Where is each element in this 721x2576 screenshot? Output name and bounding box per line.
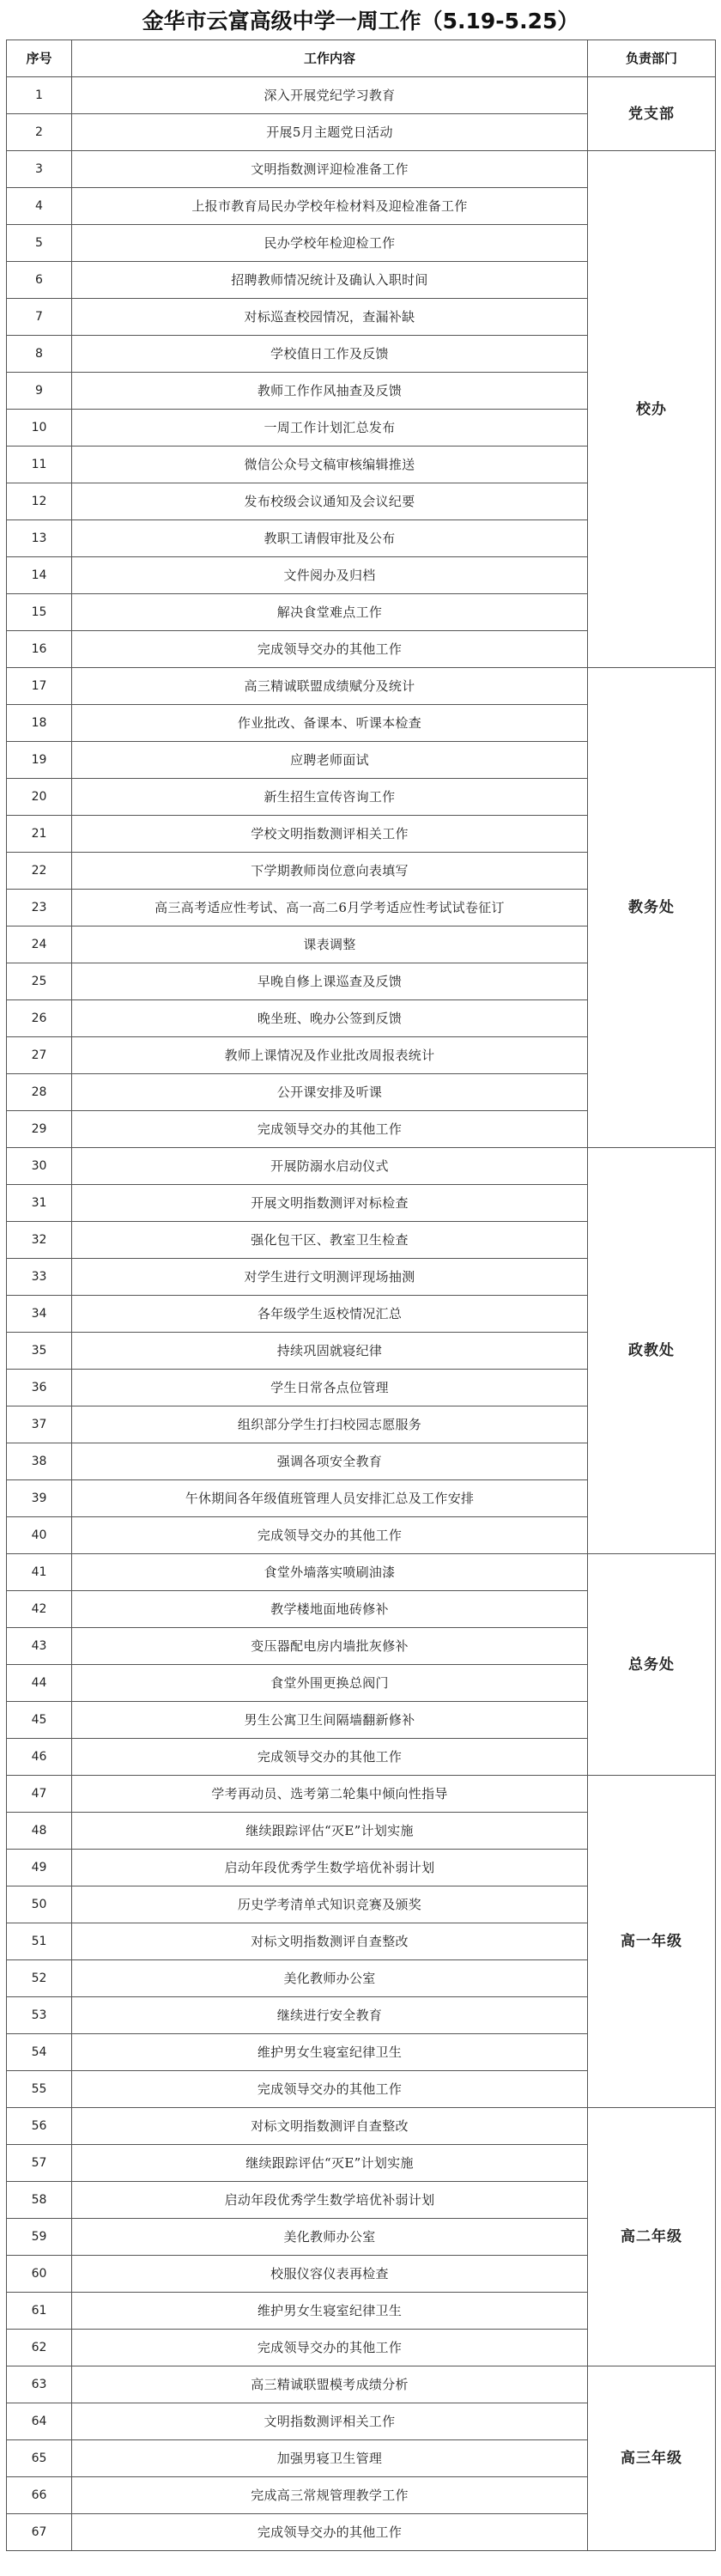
- task-cell: 美化教师办公室: [72, 2219, 588, 2256]
- row-number: 24: [7, 927, 72, 963]
- task-cell: 维护男女生寝室纪律卫生: [72, 2034, 588, 2071]
- row-number: 20: [7, 779, 72, 816]
- task-cell: 美化教师办公室: [72, 1960, 588, 1997]
- row-number: 26: [7, 1000, 72, 1037]
- task-cell: 组织部分学生打扫校园志愿服务: [72, 1406, 588, 1443]
- row-number: 14: [7, 557, 72, 594]
- task-cell: 高三高考适应性考试、高一高二6月学考适应性考试试卷征订: [72, 890, 588, 927]
- department-cell: 高二年级: [588, 2108, 716, 2366]
- table-row: [7, 2108, 716, 2145]
- task-cell: 文明指数测评相关工作: [72, 2403, 588, 2440]
- task-cell: 晚坐班、晚办公签到反馈: [72, 1000, 588, 1037]
- row-number: 18: [7, 705, 72, 742]
- task-cell: 变压器配电房内墙批灰修补: [72, 1628, 588, 1665]
- task-cell: 完成领导交办的其他工作: [72, 1739, 588, 1776]
- row-number: 9: [7, 373, 72, 410]
- row-number: 35: [7, 1333, 72, 1370]
- row-number: 10: [7, 410, 72, 447]
- task-cell: 高三精诚联盟模考成绩分析: [72, 2366, 588, 2403]
- row-number: 39: [7, 1480, 72, 1517]
- row-number: 59: [7, 2219, 72, 2256]
- row-number: 42: [7, 1591, 72, 1628]
- task-cell: 一周工作计划汇总发布: [72, 410, 588, 447]
- row-number: 48: [7, 1813, 72, 1850]
- task-cell: 继续跟踪评估“灭E”计划实施: [72, 2145, 588, 2182]
- task-cell: 开展文明指数测评对标检查: [72, 1185, 588, 1222]
- task-cell: 加强男寝卫生管理: [72, 2440, 588, 2477]
- row-number: 58: [7, 2182, 72, 2219]
- row-number: 65: [7, 2440, 72, 2477]
- task-cell: 应聘老师面试: [72, 742, 588, 779]
- task-cell: 课表调整: [72, 927, 588, 963]
- row-number: 23: [7, 890, 72, 927]
- task-cell: 学生日常各点位管理: [72, 1370, 588, 1406]
- row-number: 57: [7, 2145, 72, 2182]
- task-cell: 完成领导交办的其他工作: [72, 2071, 588, 2108]
- task-cell: 新生招生宣传咨询工作: [72, 779, 588, 816]
- page-title: 金华市云富高级中学一周工作（5.19-5.25）: [142, 9, 579, 33]
- row-number: 33: [7, 1259, 72, 1296]
- task-cell: 学校值日工作及反馈: [72, 336, 588, 373]
- row-number: 67: [7, 2514, 72, 2551]
- department-cell: 高一年级: [588, 1776, 716, 2108]
- department-cell: 教务处: [588, 668, 716, 1148]
- task-cell: 招聘教师情况统计及确认入职时间: [72, 262, 588, 299]
- task-cell: 教学楼地面地砖修补: [72, 1591, 588, 1628]
- row-number: 49: [7, 1850, 72, 1886]
- row-number: 30: [7, 1148, 72, 1185]
- row-number: 55: [7, 2071, 72, 2108]
- row-number: 38: [7, 1443, 72, 1480]
- task-cell: 完成领导交办的其他工作: [72, 1111, 588, 1148]
- schedule-table: [6, 39, 716, 2551]
- task-cell: 文件阅办及归档: [72, 557, 588, 594]
- row-number: 19: [7, 742, 72, 779]
- task-cell: 男生公寓卫生间隔墙翻新修补: [72, 1702, 588, 1739]
- task-cell: 启动年段优秀学生数学培优补弱计划: [72, 2182, 588, 2219]
- department-cell: 校办: [588, 151, 716, 668]
- task-cell: 公开课安排及听课: [72, 1074, 588, 1111]
- row-number: 2: [7, 114, 72, 151]
- task-cell: 开展5月主题党日活动: [72, 114, 588, 151]
- row-number: 36: [7, 1370, 72, 1406]
- task-cell: 学校文明指数测评相关工作: [72, 816, 588, 853]
- table-row: [7, 1148, 716, 1185]
- table-row: [7, 77, 716, 114]
- task-cell: 微信公众号文稿审核编辑推送: [72, 447, 588, 483]
- task-cell: 早晚自修上课巡查及反馈: [72, 963, 588, 1000]
- task-cell: 完成领导交办的其他工作: [72, 2330, 588, 2366]
- row-number: 51: [7, 1923, 72, 1960]
- department-cell: 高三年级: [588, 2366, 716, 2551]
- task-cell: 发布校级会议通知及会议纪要: [72, 483, 588, 520]
- row-number: 34: [7, 1296, 72, 1333]
- row-number: 17: [7, 668, 72, 705]
- table-row: [7, 2366, 716, 2403]
- task-cell: 作业批改、备课本、听课本检查: [72, 705, 588, 742]
- task-cell: 解决食堂难点工作: [72, 594, 588, 631]
- row-number: 62: [7, 2330, 72, 2366]
- table-row: [7, 1554, 716, 1591]
- row-number: 45: [7, 1702, 72, 1739]
- task-cell: 历史学考清单式知识竞赛及颁奖: [72, 1886, 588, 1923]
- task-cell: 对标巡查校园情况，查漏补缺: [72, 299, 588, 336]
- task-cell: 教职工请假审批及公布: [72, 520, 588, 557]
- department-cell: 政教处: [588, 1148, 716, 1554]
- row-number: 31: [7, 1185, 72, 1222]
- row-number: 27: [7, 1037, 72, 1074]
- header-dept: 负责部门: [588, 40, 716, 77]
- row-number: 46: [7, 1739, 72, 1776]
- row-number: 13: [7, 520, 72, 557]
- task-cell: 对标文明指数测评自查整改: [72, 1923, 588, 1960]
- task-cell: 强调各项安全教育: [72, 1443, 588, 1480]
- task-cell: 继续跟踪评估“灭E”计划实施: [72, 1813, 588, 1850]
- task-cell: 开展防溺水启动仪式: [72, 1148, 588, 1185]
- task-cell: 午休期间各年级值班管理人员安排汇总及工作安排: [72, 1480, 588, 1517]
- row-number: 52: [7, 1960, 72, 1997]
- task-cell: 维护男女生寝室纪律卫生: [72, 2293, 588, 2330]
- row-number: 44: [7, 1665, 72, 1702]
- row-number: 41: [7, 1554, 72, 1591]
- row-number: 56: [7, 2108, 72, 2145]
- task-cell: 高三精诚联盟成绩赋分及统计: [72, 668, 588, 705]
- table-row: [7, 668, 716, 705]
- task-cell: 文明指数测评迎检准备工作: [72, 151, 588, 188]
- row-number: 54: [7, 2034, 72, 2071]
- row-number: 40: [7, 1517, 72, 1554]
- row-number: 21: [7, 816, 72, 853]
- task-cell: 对学生进行文明测评现场抽测: [72, 1259, 588, 1296]
- row-number: 61: [7, 2293, 72, 2330]
- task-cell: 各年级学生返校情况汇总: [72, 1296, 588, 1333]
- row-number: 3: [7, 151, 72, 188]
- task-cell: 下学期教师岗位意向表填写: [72, 853, 588, 890]
- row-number: 15: [7, 594, 72, 631]
- row-number: 7: [7, 299, 72, 336]
- header-row: [7, 40, 716, 77]
- task-cell: 持续巩固就寝纪律: [72, 1333, 588, 1370]
- task-cell: 学考再动员、选考第二轮集中倾向性指导: [72, 1776, 588, 1813]
- table-body: [7, 77, 716, 2551]
- row-number: 29: [7, 1111, 72, 1148]
- row-number: 32: [7, 1222, 72, 1259]
- task-cell: 完成领导交办的其他工作: [72, 631, 588, 668]
- row-number: 60: [7, 2256, 72, 2293]
- row-number: 4: [7, 188, 72, 225]
- department-cell: 总务处: [588, 1554, 716, 1776]
- row-number: 63: [7, 2366, 72, 2403]
- table-row: [7, 1776, 716, 1813]
- task-cell: 完成领导交办的其他工作: [72, 1517, 588, 1554]
- row-number: 50: [7, 1886, 72, 1923]
- task-cell: 对标文明指数测评自查整改: [72, 2108, 588, 2145]
- row-number: 8: [7, 336, 72, 373]
- row-number: 64: [7, 2403, 72, 2440]
- row-number: 11: [7, 447, 72, 483]
- row-number: 53: [7, 1997, 72, 2034]
- row-number: 47: [7, 1776, 72, 1813]
- task-cell: 继续进行安全教育: [72, 1997, 588, 2034]
- row-number: 16: [7, 631, 72, 668]
- row-number: 43: [7, 1628, 72, 1665]
- row-number: 6: [7, 262, 72, 299]
- row-number: 5: [7, 225, 72, 262]
- task-cell: 强化包干区、教室卫生检查: [72, 1222, 588, 1259]
- task-cell: 食堂外墙落实喷刷油漆: [72, 1554, 588, 1591]
- task-cell: 教师上课情况及作业批改周报表统计: [72, 1037, 588, 1074]
- row-number: 22: [7, 853, 72, 890]
- department-cell: 党支部: [588, 77, 716, 151]
- row-number: 66: [7, 2477, 72, 2514]
- table-row: [7, 151, 716, 188]
- row-number: 28: [7, 1074, 72, 1111]
- header-num: 序号: [7, 40, 72, 77]
- task-cell: 完成高三常规管理教学工作: [72, 2477, 588, 2514]
- row-number: 25: [7, 963, 72, 1000]
- task-cell: 教师工作作风抽查及反馈: [72, 373, 588, 410]
- task-cell: 民办学校年检迎检工作: [72, 225, 588, 262]
- task-cell: 深入开展党纪学习教育: [72, 77, 588, 114]
- task-cell: 上报市教育局民办学校年检材料及迎检准备工作: [72, 188, 588, 225]
- task-cell: 校服仪容仪表再检查: [72, 2256, 588, 2293]
- task-cell: 完成领导交办的其他工作: [72, 2514, 588, 2551]
- row-number: 1: [7, 77, 72, 114]
- row-number: 37: [7, 1406, 72, 1443]
- header-task: 工作内容: [72, 40, 588, 77]
- row-number: 12: [7, 483, 72, 520]
- task-cell: 启动年段优秀学生数学培优补弱计划: [72, 1850, 588, 1886]
- task-cell: 食堂外围更换总阀门: [72, 1665, 588, 1702]
